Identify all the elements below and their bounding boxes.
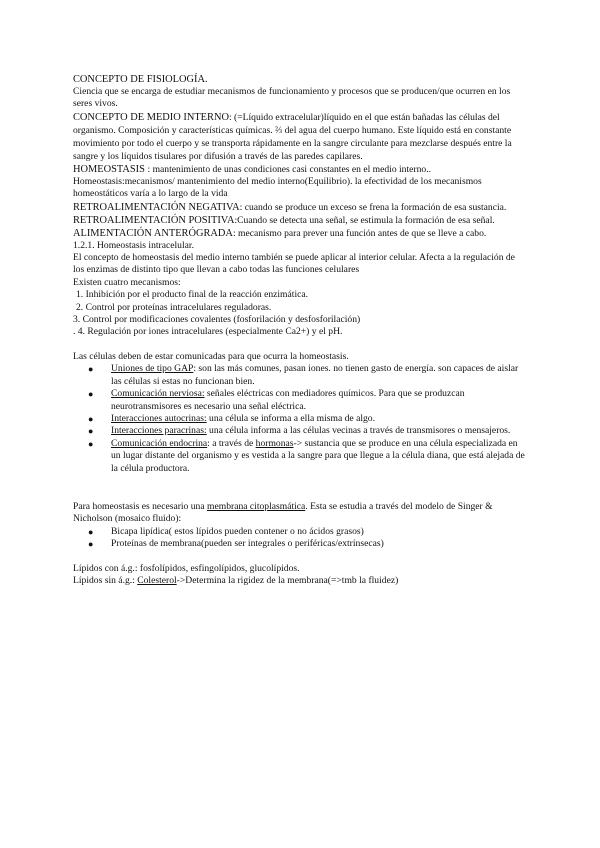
paragraph-retro-negativa — [73, 201, 528, 214]
text-membrana-1: Para homeostasis es necesario una — [73, 500, 208, 512]
mechanism-item-4: . 4. Regulación por iones intracelulares (especialmente Ca2+) y el pH. — [73, 326, 343, 338]
mechanism-item-3: 3. Control por modificaciones covalentes (fosforilación y desfosforilación) — [73, 314, 361, 326]
text-gap: : son las más comunes, pasan iones. no tienen gasto de energía. son capaces de aislar las células si estas no funcionan bien. — [111, 363, 519, 387]
spacer — [73, 339, 528, 351]
list-item-bicapa — [73, 526, 528, 538]
term-paracrinas: Interacciones paracrinas: — [111, 425, 207, 437]
text-bicapa: Bicapa lipídica( estos lípidos pueden contener o no ácidos grasos) — [111, 525, 364, 537]
bullet-icon: ● — [88, 426, 94, 437]
term-colesterol: Colesterol — [137, 574, 177, 586]
text-anterograda: : mecanismo para prever una función antes de que se lleve a cabo. — [232, 227, 487, 239]
mechanism-item-2: 2. Control por proteínas intracelulares reguladoras. — [76, 301, 272, 313]
paragraph-homeostasis — [73, 163, 528, 176]
list-item-autocrinas — [73, 413, 528, 425]
bullet-icon: ● — [88, 539, 94, 550]
text-endocrina-2: -> sustancia que se produce en una célula especializada en un lugar distante del organismo y es vestida a la sangre para que llegue a la célula diana, que está alejada de la célula productora. — [111, 437, 525, 474]
term-nerviosa: Comunicación nerviosa: — [111, 388, 205, 400]
text-proteinas: Proteínas de membrana(pueden ser integrales o periféricas/extrínsecas) — [111, 538, 384, 550]
term-hormonas: hormonas — [255, 437, 294, 449]
bullet-icon: ● — [88, 526, 94, 537]
spacer — [73, 551, 528, 563]
term-endocrina: Comunicación endocrina — [111, 437, 208, 449]
paragraph-lipidos-sin — [73, 575, 528, 587]
paragraph-retro-positiva — [73, 214, 528, 227]
term-medio-interno: CONCEPTO DE MEDIO INTERNO — [73, 111, 229, 123]
term-retro-negativa: RETROALIMENTACIÓN NEGATIVA — [73, 201, 240, 213]
bullet-icon: ● — [88, 389, 94, 400]
text-homeostasis: : mantenimiento de unas condiciones casi constantes en el medio interno.. — [147, 163, 431, 175]
text-endocrina-1: : a través de — [207, 437, 256, 449]
paragraph-medio-interno — [73, 111, 528, 163]
communication-list — [73, 363, 528, 475]
paragraph-intracelular: El concepto de homeostasis del medio interno también se puede aplicar al interior celular. Afecta a la regulación de los enzimas de distinto tipo que llevan a cabo todas las funciones celulares — [73, 252, 515, 276]
text-autocrinas: una célula se informa a ella misma de algo. — [206, 412, 375, 424]
text-retro-negativa: : cuando se produce un exceso se frena la formación de esa sustancia. — [239, 201, 507, 213]
mechanism-item-1: 1. Inhibición por el producto final de la reacción enzimática. — [76, 289, 309, 301]
title-fisiologia: CONCEPTO DE FISIOLOGÍA. — [73, 74, 208, 85]
document-content — [73, 73, 528, 587]
list-item-proteinas — [73, 538, 528, 550]
paragraph-membrana — [73, 501, 528, 526]
term-anterograda: ALIMENTACIÓN ANTERÓGRADA — [73, 227, 233, 239]
list-item-gap — [73, 363, 528, 388]
mechanisms-intro: Existen cuatro mecanismos: — [73, 276, 181, 288]
communication-intro: Las células deben de estar comunicadas para que ocurra la homeostasis. — [73, 350, 349, 362]
list-item-paracrinas — [73, 425, 528, 437]
paragraph-homeostasis-mecanismos: Homeostasis:mecanismos/ mantenimiento del medio interno(Equilibrio). la efectividad de los mecanismos homeostáticos varía a lo largo de la vida — [73, 175, 482, 200]
text-retro-positiva: :Cuando se detecta una señal, se estimula la formación de esa señal. — [234, 214, 495, 226]
paragraph-lipidos-con: Lípidos con á.g.: fosfolípidos, esfingolípidos, glucolípidos. — [73, 562, 300, 574]
bullet-icon: ● — [88, 438, 94, 449]
text-lipidos-sin-1: Lípidos sin á.g.: — [73, 574, 138, 586]
text-nerviosa: señales eléctricas con mediadores químicos. Para que se produzcan neurotransmisores es necesario una señal eléctrica. — [111, 388, 465, 412]
paragraph-anterograda — [73, 227, 528, 240]
text-membrana-2: . Esta se estudia a través del modelo de Singer & Nicholson (mosaico fluido): — [73, 500, 493, 525]
text-paracrinas: una célula informa a las células vecinas a través de transmisores o mensajeros. — [206, 425, 511, 437]
term-autocrinas: Interacciones autocrinas: — [111, 412, 207, 424]
bullet-icon: ● — [88, 413, 94, 424]
term-homeostasis: HOMEOSTASIS — [73, 163, 148, 175]
term-retro-positiva: RETROALIMENTACIÓN POSITIVA — [73, 214, 235, 226]
definition-fisiologia: Ciencia que se encarga de estudiar mecanismos de funcionamiento y procesos que se producen/que ocurren en los seres vivos. — [73, 86, 511, 110]
text-lipidos-sin-2: ->Determina la rigidez de la membrana(=>tmb la fluidez) — [176, 574, 399, 586]
section-heading-homeostasis-intracelular: 1.2.1. Homeostasis intracelular. — [73, 239, 194, 251]
list-item-nerviosa — [73, 388, 528, 413]
membrana-list — [73, 526, 528, 551]
term-membrana: membrana citoplasmática — [207, 500, 306, 512]
spacer — [73, 475, 528, 501]
list-item-endocrina — [73, 438, 528, 475]
bullet-icon: ● — [88, 364, 94, 375]
term-gap: Uniones de tipo GAP — [111, 363, 194, 375]
text-medio-interno: : (=Líquido extracelular)líquido en el que están bañadas las células del organismo. Composición y características químicas. ⅔ del agua del cuerpo humano. Este líquido está en constante movimiento por todo el cuerpo y se transporta rápidamente en la sangre circulante para mezclarse después entre la sangre y los líquidos tisulares por difusión a través de las paredes capilares. — [73, 111, 512, 162]
